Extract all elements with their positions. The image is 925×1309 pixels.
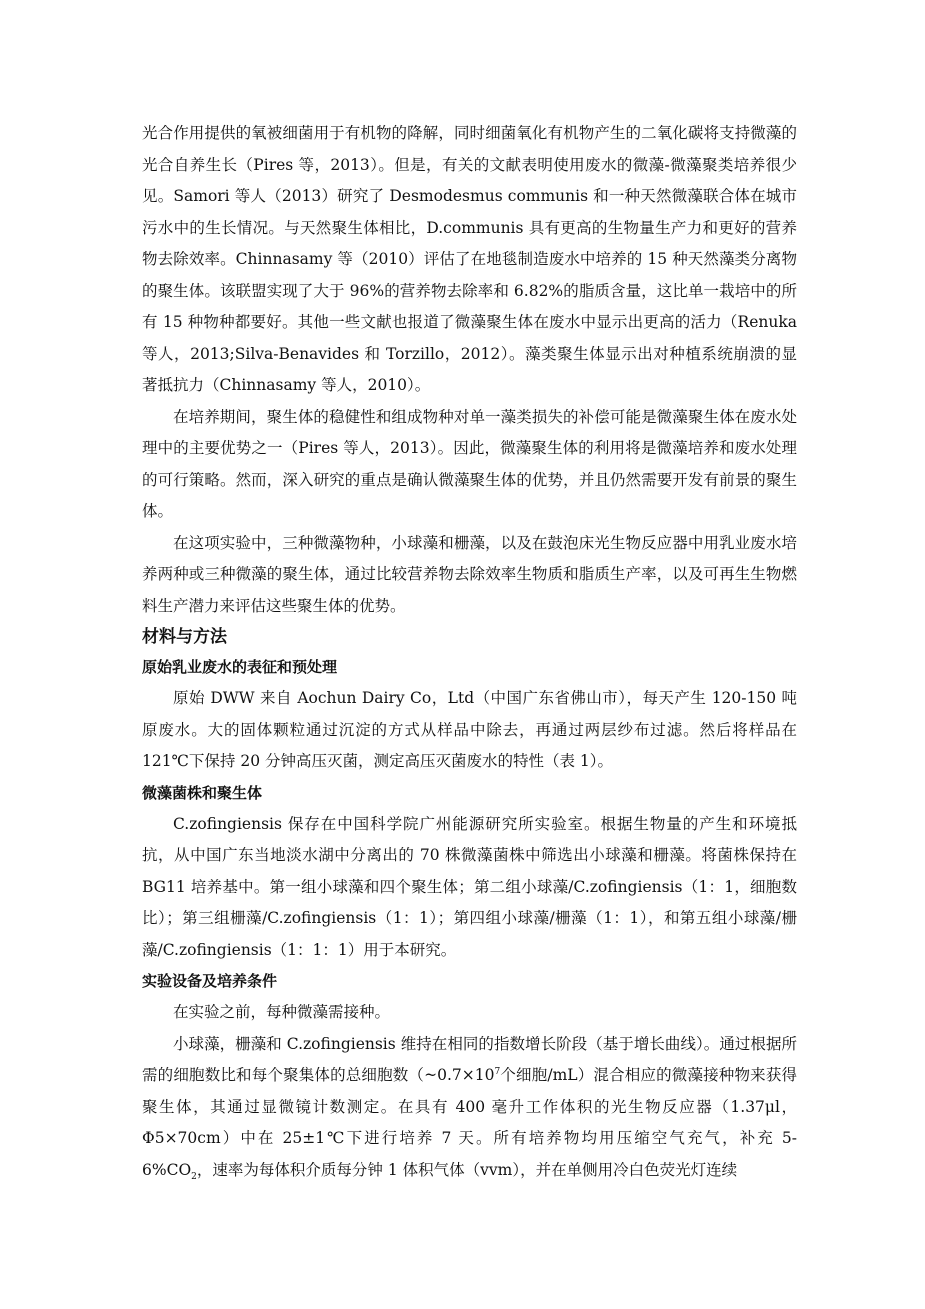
section-title-methods: 材料与方法 — [142, 627, 227, 647]
subsection-heading-wastewater: 原始乳业废水的表征和预处理 — [142, 658, 338, 676]
document-page — [142, 118, 797, 1186]
strains-paragraph: C.zofingiensis 保存在中国科学院广州能源研究所实验室。根据生物量的产生和环境抵抗，从中国广东当地淡水湖中分离出的 70 株微藻菌株中筛选出小球藻和栅藻。将菌株保持在 BG11 培养基中。第一组小球藻和四个聚生体；第二组小球藻/C.zofingiensis（1：1，细胞数比）；第三组栅藻/C.zofingiensis（1：1）；第四组小球藻/栅藻（1：1），和第五组小球藻/栅藻/C.zofingiensis（1：1：1）用于本研究。 — [142, 814, 797, 959]
equipment-paragraph-2 — [142, 1029, 797, 1187]
wastewater-paragraph: 原始 DWW 来自 Aochun Dairy Co，Ltd（中国广东省佛山市），每天产生 120-150 吨原废水。大的固体颗粒通过沉淀的方式从样品中除去，再通过两层纱布过滤。然后将样品在 121℃下保持 20 分钟高压灭菌，测定高压灭菌废水的特性（表 1）。 — [142, 689, 797, 770]
equipment-paragraph-1: 在实验之前，每种微藻需接种。 — [173, 1003, 391, 1021]
subsection-heading-strains: 微藻菌株和聚生体 — [142, 783, 263, 802]
equipment-text-a: 小球藻，栅藻和 C.zofingiensis 维持在相同的指数增长阶段（基于增长曲线）。通过根据所需的细胞数比和每个聚集体的总细胞数（~0.7×10 — [142, 1034, 797, 1084]
equipment-text-b: 个细胞/mL）混合相应的微藻接种物来获得聚生体，其通过显微镜计数测定。在具有 400 毫升工作体积的光生物反应器（1.37μl，Φ5×70cm）中在 25±1℃下进行培养 7 天。所有培养物均用压缩空气充气，补充 5-6%CO — [142, 1066, 797, 1179]
subscript: 2 — [191, 1171, 197, 1182]
exponent: 7 — [494, 1066, 501, 1077]
intro-paragraph-2: 在培养期间，聚生体的稳健性和组成物种对单一藻类损失的补偿可能是微藻聚生体在废水处理中的主要优势之一（Pires 等人，2013）。因此，微藻聚生体的利用将是微藻培养和废水处理的可行策略。然而，深入研究的重点是确认微藻聚生体的优势，并且仍然需要开发有前景的聚生体。 — [142, 407, 797, 520]
intro-paragraph-3: 在这项实验中，三种微藻物种，小球藻和栅藻，以及在鼓泡床光生物反应器中用乳业废水培养两种或三种微藻的聚生体，通过比较营养物去除效率生物质和脂质生产率，以及可再生生物燃料生产潜力来评估这些聚生体的优势。 — [142, 533, 797, 615]
equipment-text-c: ，速率为每体积介质每分钟 1 体积气体（vvm），并在单侧用冷白色荧光灯连续 — [196, 1160, 738, 1179]
intro-paragraph-1: 光合作用提供的氧被细菌用于有机物的降解，同时细菌氧化有机物产生的二氧化碳将支持微藻的光合自养生长（Pires 等，2013）。但是，有关的文献表明使用废水的微藻-微藻聚类培养很少见。Samori 等人（2013）研究了 Desmodesmus communis 和一种天然微藻联合体在城市污水中的生长情况。与天然聚生体相比，D.communis 具有更高的生物量生产力和更好的营养物去除效率。Chinnasamy 等（2010）评估了在地毯制造废水中培养的 15 种天然藻类分离物的聚生体。该联盟实现了大于 96%的营养物去除率和 6.82%的脂质含量，这比单一栽培中的所有 15 种物种都要好。其他一些文献也报道了微藻聚生体在废水中显示出更高的活力（Renuka 等人，2013;Silva-Benavides 和 Torzillo，2012）。藻类聚生体显示出对种植系统崩溃的显著抵抗力（Chinnasamy 等人，2010）。 — [142, 124, 797, 394]
subsection-heading-equipment: 实验设备及培养条件 — [142, 972, 278, 990]
